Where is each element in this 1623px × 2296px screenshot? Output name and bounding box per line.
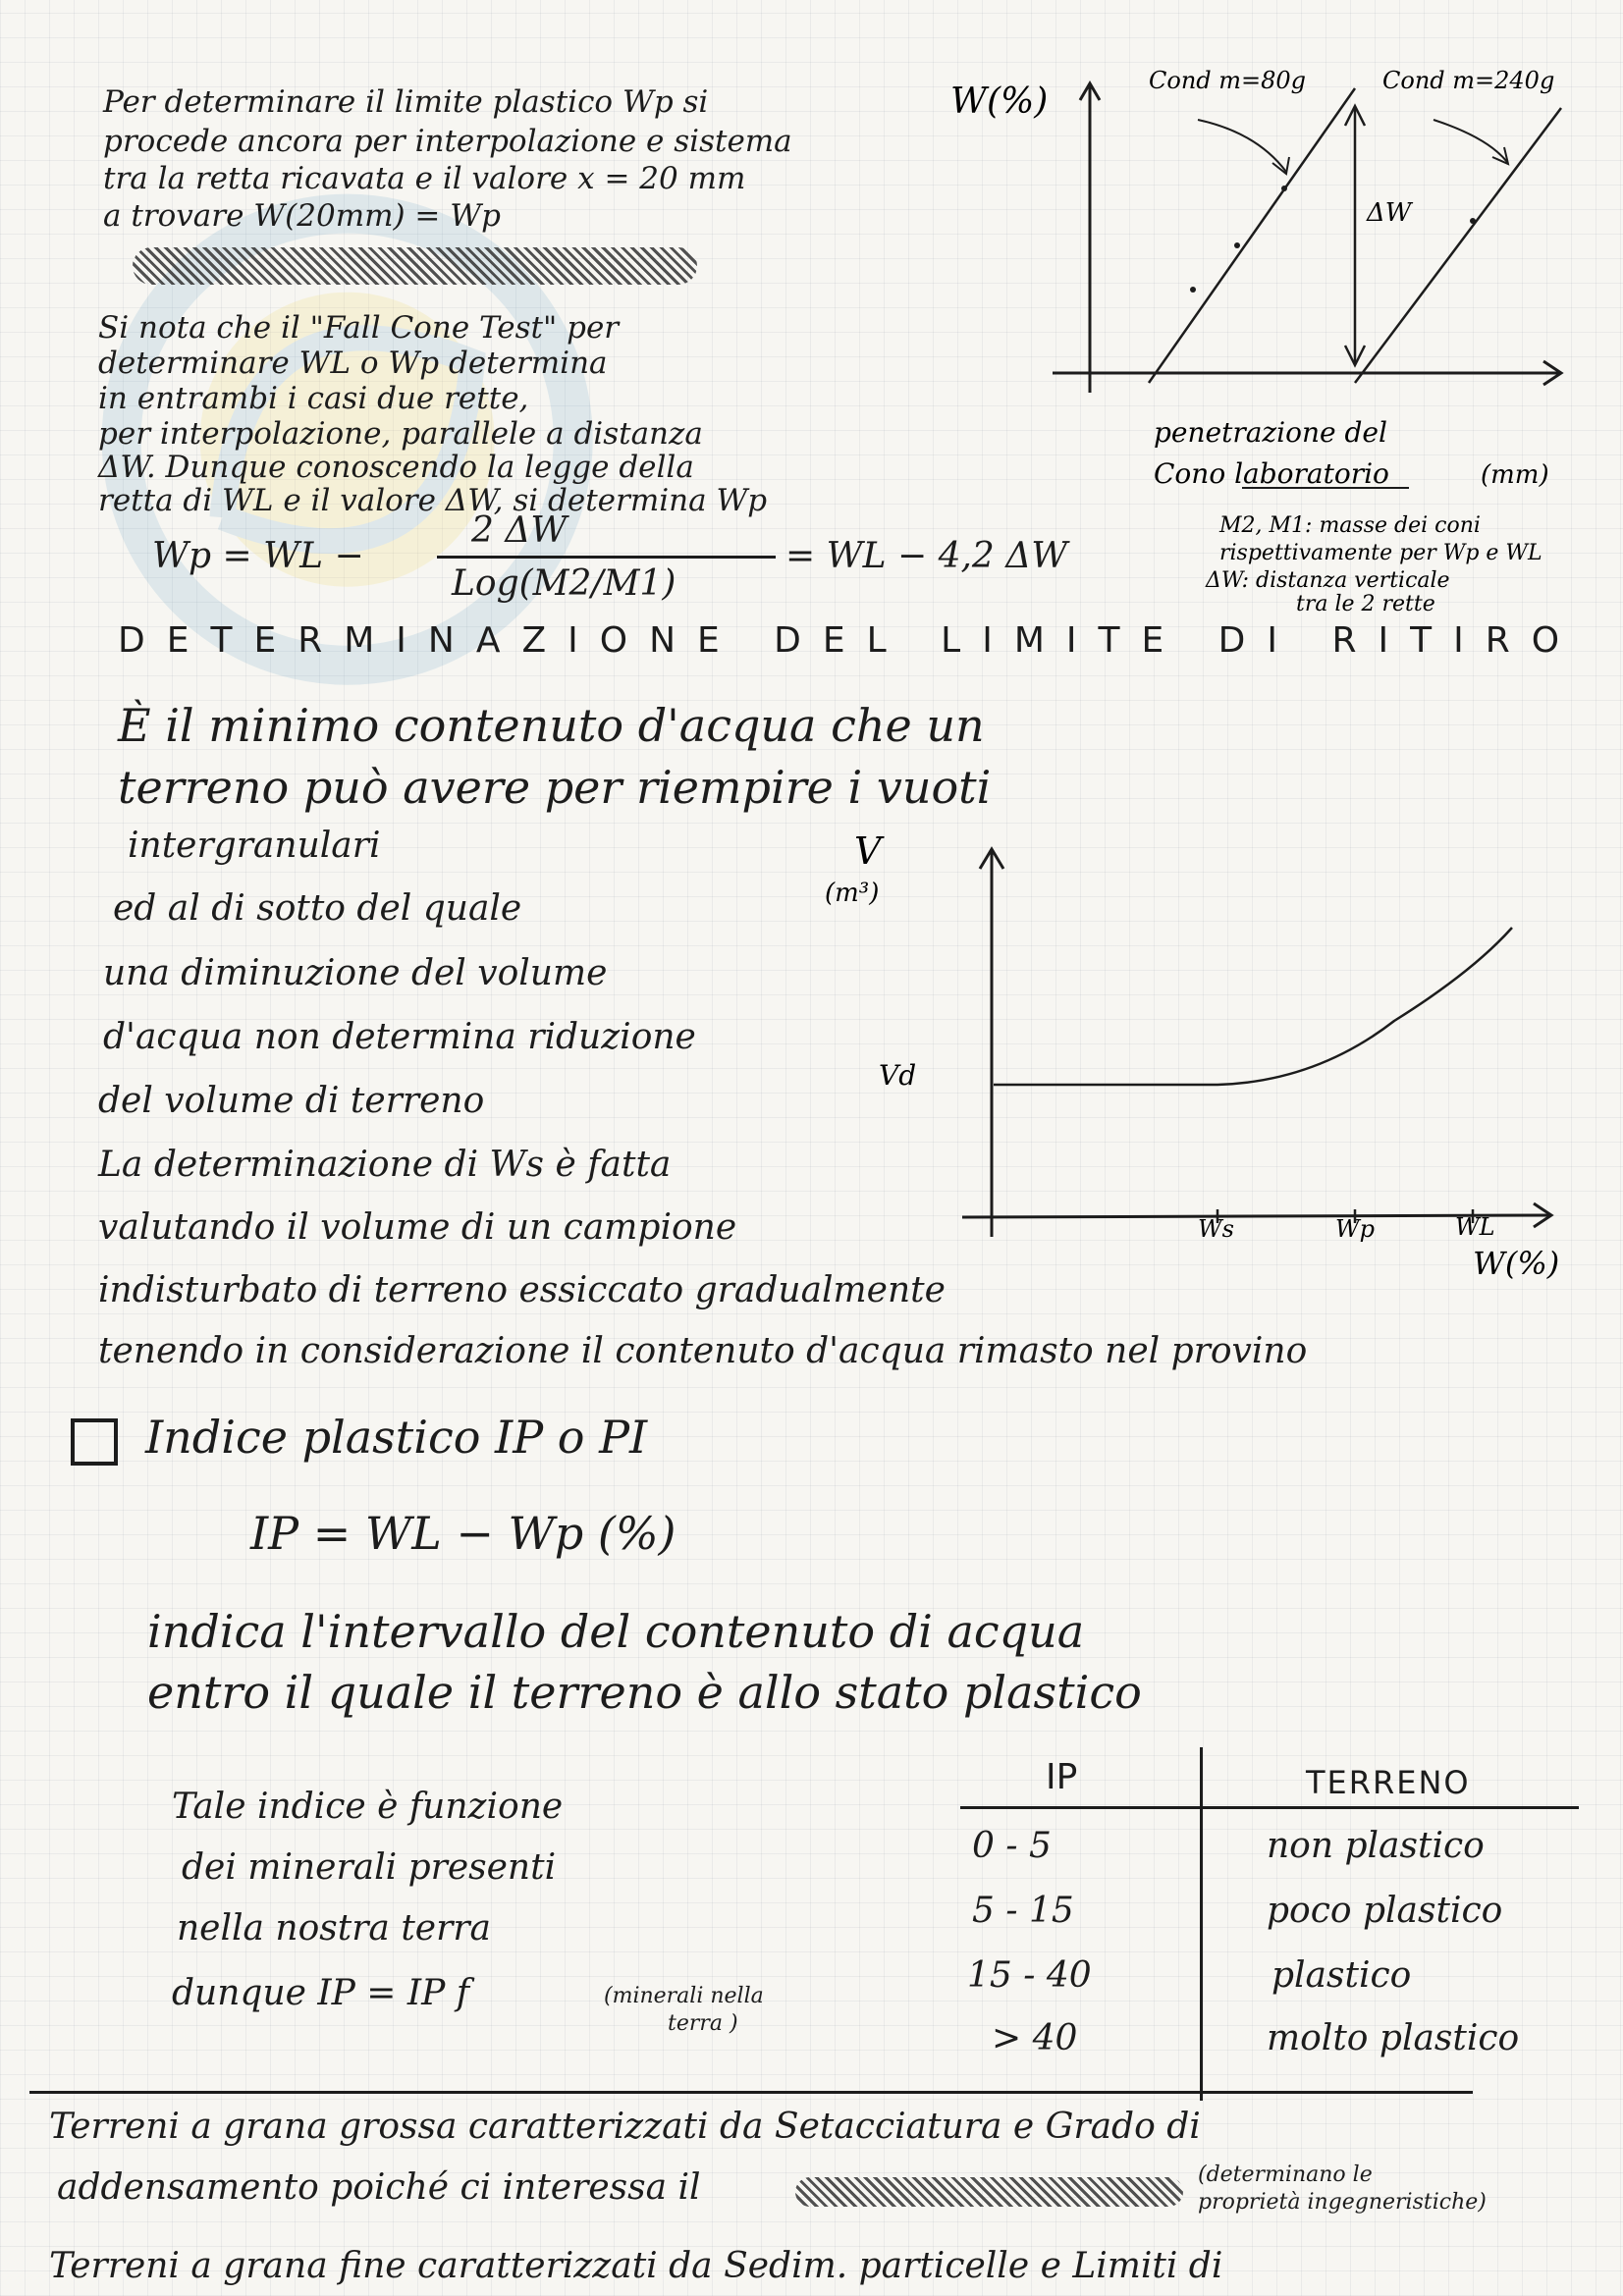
text-line: tenendo in considerazione il contenuto d'acqua rimasto nel provino (98, 1331, 1308, 1371)
table-header-ip: IP (1046, 1757, 1078, 1797)
text-line: terreno può avere per riempire i vuoti (118, 761, 992, 814)
text-line: Terreni a grana grossa caratterizzati da Setacciatura e Grado di (49, 2107, 1201, 2147)
ip-formula: IP = WL − Wp (%) (250, 1507, 676, 1560)
line-wp (1355, 108, 1561, 383)
x-unit: (mm) (1481, 460, 1549, 490)
text-line: Si nota che il "Fall Cone Test" per (98, 310, 620, 346)
formula-numerator: 2 ΔW (471, 510, 568, 551)
text-line: a trovare W(20mm) = Wp (103, 198, 501, 234)
tick-label-wp: Wp (1335, 1215, 1376, 1243)
text-line: Tale indice è funzione (172, 1787, 564, 1827)
text-line: determinare WL o Wp determina (98, 346, 608, 381)
y-axis-label: V (854, 829, 882, 873)
vd-label: Vd (879, 1059, 917, 1092)
line-wl (1149, 88, 1355, 383)
text-line: nella nostra terra (177, 1908, 491, 1949)
delta-w-label: ΔW (1367, 198, 1412, 228)
scribbled-out-text (795, 2177, 1183, 2207)
table-cell-terreno: non plastico (1267, 1826, 1485, 1866)
shrinkage-curve (994, 928, 1512, 1085)
volume-water-diagram (805, 825, 1610, 1296)
section-heading: DETERMINAZIONE DEL LIMITE DI RITIRO (118, 620, 1582, 661)
checkbox-bullet (71, 1418, 118, 1466)
small-note: (determinano le (1198, 2163, 1373, 2187)
table-divider-horizontal (960, 1806, 1579, 1809)
scribbled-out-text (133, 247, 697, 285)
table-cell-ip: > 40 (992, 2018, 1078, 2058)
fraction-bar (437, 556, 776, 559)
x-axis-label: W(%) (1473, 1245, 1560, 1282)
text-line: È il minimo contenuto d'acqua che un (118, 699, 985, 752)
table-cell-ip: 5 - 15 (972, 1891, 1074, 1931)
text-line: Terreni a grana fine caratterizzati da Sedim. particelle e Limiti di (49, 2246, 1223, 2286)
x-caption-1: penetrazione del (1154, 416, 1387, 449)
table-cell-ip: 15 - 40 (967, 1955, 1092, 1996)
text-line: tra la retta ricavata e il valore x = 20 mm (103, 161, 746, 196)
note-line: tra le 2 rette (1296, 592, 1435, 616)
table-cell-terreno: poco plastico (1267, 1891, 1503, 1931)
text-line: una diminuzione del volume (103, 953, 608, 993)
text-line: procede ancora per interpolazione e sistema (103, 124, 792, 159)
text-line: retta di WL e il valore ΔW, si determina Wp (98, 483, 768, 518)
text-line: intergranulari (128, 826, 381, 866)
y-axis-unit: (m³) (825, 879, 880, 908)
text-line: ed al di sotto del quale (113, 888, 522, 929)
table-divider-vertical (1200, 1747, 1203, 2101)
text-line: indisturbato di terreno essiccato gradualmente (98, 1270, 946, 1310)
formula-denominator: Log(M2/M1) (452, 563, 676, 604)
data-point (1190, 287, 1196, 293)
small-note: terra ) (668, 2011, 738, 2036)
formula-lhs: Wp = WL − (152, 536, 364, 576)
fall-cone-diagram (943, 59, 1620, 638)
data-point (1281, 186, 1287, 191)
text-line: dei minerali presenti (182, 1847, 557, 1888)
section-title: Indice plastico IP o PI (145, 1411, 648, 1464)
label-cone-80: Cond m=80g (1149, 67, 1307, 94)
y-axis-label: W(%) (950, 81, 1049, 122)
text-line: entro il quale il terreno è allo stato plastico (147, 1666, 1142, 1719)
text-line: in entrambi i casi due rette, (98, 381, 529, 416)
text-line: per interpolazione, parallele a distanza (98, 416, 703, 452)
text-line: ΔW. Dunque conoscendo la legge della (98, 450, 694, 485)
text-line: del volume di terreno (98, 1081, 485, 1121)
note-line: ΔW: distanza verticale (1206, 568, 1450, 593)
text-line: dunque IP = IP f (172, 1973, 470, 2013)
section-separator (29, 2091, 1473, 2094)
table-cell-ip: 0 - 5 (972, 1826, 1052, 1866)
note-line: rispettivamente per Wp e WL (1219, 541, 1542, 565)
small-note: (minerali nella (604, 1984, 764, 2008)
text-line: addensamento poiché ci interessa il (57, 2167, 701, 2208)
note-line: M2, M1: masse dei coni (1219, 513, 1481, 538)
label-cone-240: Cond m=240g (1382, 67, 1555, 94)
text-line: d'acqua non determina riduzione (103, 1017, 696, 1057)
tick-label-wl: WL (1455, 1213, 1495, 1241)
data-point (1470, 218, 1476, 224)
formula-rhs: = WL − 4,2 ΔW (785, 536, 1068, 576)
text-line: Per determinare il limite plastico Wp si (103, 84, 709, 120)
text-line: indica l'intervallo del contenuto di acqua (147, 1605, 1085, 1658)
x-caption-2: Cono laboratorio (1154, 457, 1389, 490)
table-header-terreno: TERRENO (1306, 1764, 1471, 1801)
table-cell-terreno: plastico (1271, 1955, 1412, 1996)
tick-label-ws: Ws (1198, 1215, 1234, 1243)
table-cell-terreno: molto plastico (1267, 2018, 1520, 2058)
text-line: valutando il volume di un campione (98, 1207, 737, 1248)
small-note: proprietà ingegneristiche) (1198, 2190, 1487, 2215)
data-point (1234, 242, 1240, 248)
text-line: La determinazione di Ws è fatta (98, 1145, 672, 1185)
